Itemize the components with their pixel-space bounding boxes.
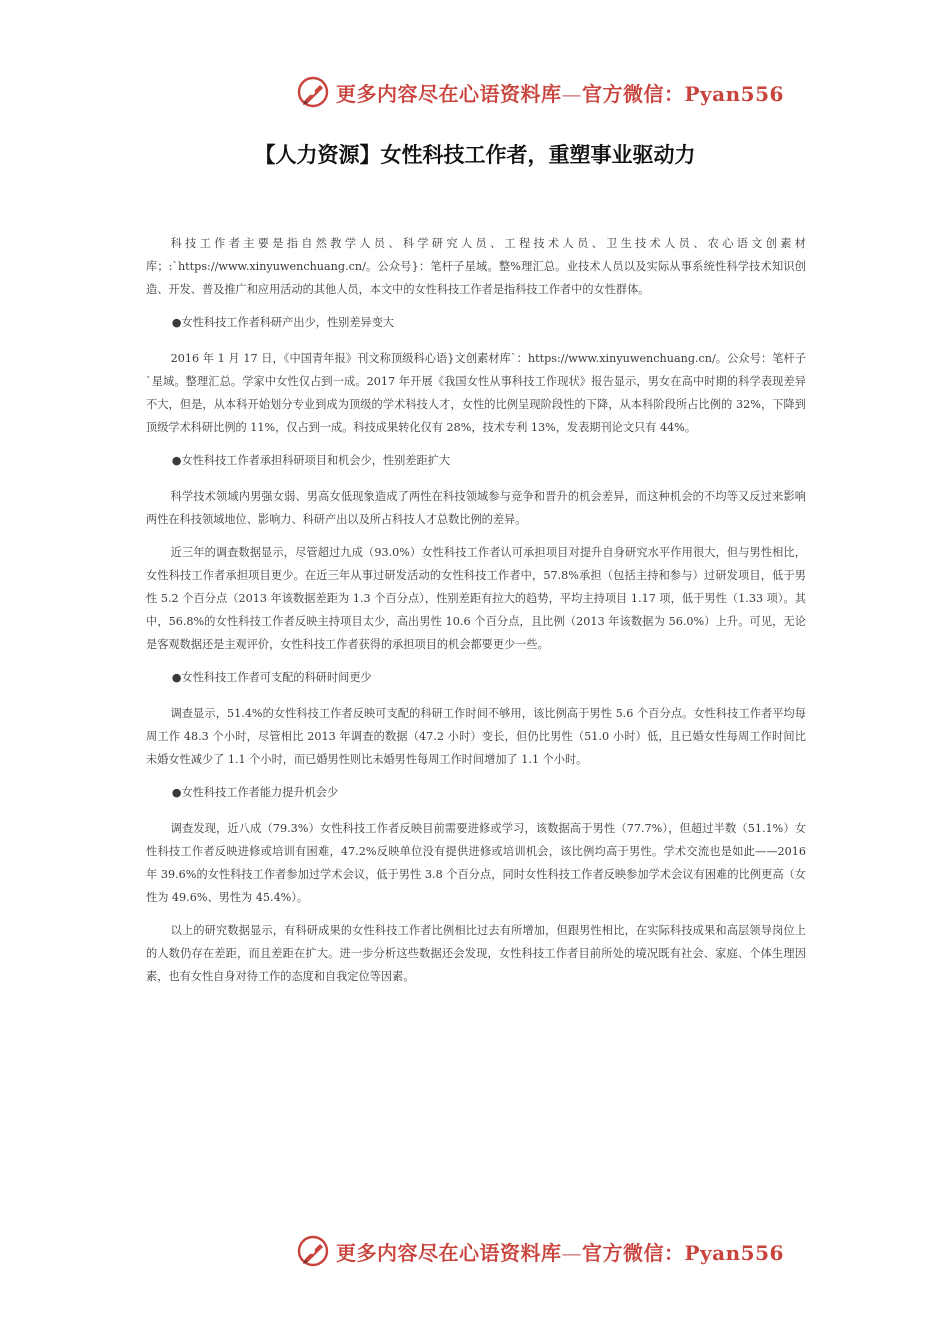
pen-circle-logo-icon <box>296 1234 330 1268</box>
banner-dash: — <box>561 1240 582 1265</box>
paragraph-time: 调查显示，51.4%的女性科技工作者反映可支配的科研工作时间不够用，该比例高于男性 5.6 个百分点。女性科技工作者平均每周工作 48.3 个小时，尽管相比 2013 年调查的数据（47.2 小时）变长，但仍比男性（51.0 小时）低，且已婚女性每周工作时间比未婚女性减少了 1.1 个小时，而已婚男性则比未婚男性每周工作时间增加了 1.1 个小时。 <box>146 707 806 766</box>
document-body <box>146 232 806 998</box>
paragraph-intro: 科技工作者主要是指自然教学人员、科学研究人员、工程技术人员、卫生技术人员、农心语文创素材库；:`https://www.xinyuwenchuang.cn/。公众号}：笔杆子星域。整%理汇总。业技术人员以及实际从事系统性科学技术知识创造、开发、普及推广和应用活动的其他人员，本文中的女性科技工作者是指科技工作者中的女性群体。 <box>146 237 806 296</box>
paragraph-conclusion: 以上的研究数据显示，有科研成果的女性科技工作者比例相比过去有所增加，但跟男性相比，在实际科技成果和高层领导岗位上的人数仍存在差距，而且差距在扩大。进一步分析这些数据还会发现，女性科技工作者目前所处的境况既有社会、家庭、个体生理因素，也有女性自身对待工作的态度和自我定位等因素。 <box>146 924 806 983</box>
banner-tail-text: 官方微信：Pyan556 <box>582 81 784 106</box>
paragraph-research-output: 2016 年 1 月 17 日，《中国青年报》刊文称顶级科心语}文创素材库`：https://www.xinyuwenchuang.cn/。公众号：笔杆子`星域。整理汇总。学家中女性仅占到一成。2017 年开展《我国女性从事科技工作现状》报告显示，男女在高中时期的科学表现差异不大，但是，从本科开始划分专业到成为顶级的学术科技人才，女性的比例呈现阶段性的下降，从本科阶段所占比例的 32%，下降到顶级学术科研比例的 11%，仅占到一成。科技成果转化仅有 28%，技术专利 13%，发表期刊论文只有 44%。 <box>146 352 806 434</box>
banner-text <box>336 78 784 107</box>
section-heading-training: ●女性科技工作者能力提升机会少 <box>171 786 339 799</box>
banner-main-text: 更多内容尽在心语资料库 <box>336 81 562 106</box>
paragraph-training: 调查发现，近八成（79.3%）女性科技工作者反映目前需要进修或学习，该数据高于男性（77.7%），但超过半数（51.1%）女性科技工作者反映进修或培训有困难，47.2%反映单位没有提供进修或培训机会，该比例均高于男性。学术交流也是如此——2016 年 39.6%的女性科技工作者参加过学术会议，低于男性 3.8 个百分点，同时女性科技工作者反映参加学术会议有困难的比例更高（女性为 49.6%、男性为 45.4%）。 <box>146 822 806 904</box>
section-heading-time: ●女性科技工作者可支配的科研时间更少 <box>171 671 372 684</box>
paragraph-projects-1: 科学技术领域内男强女弱、男高女低现象造成了两性在科技领域参与竞争和晋升的机会差异，而这种机会的不均等又反过来影响两性在科技领域地位、影响力、科研产出以及所占科技人才总数比例的差异。 <box>146 490 806 526</box>
header-banner <box>296 72 816 112</box>
footer-banner <box>296 1231 816 1271</box>
section-heading-research-output: ●女性科技工作者科研产出少，性别差异变大 <box>171 316 395 329</box>
document-title: 【人力资源】女性科技工作者，重塑事业驱动力 <box>254 143 696 167</box>
banner-tail-text: 官方微信：Pyan556 <box>582 1240 784 1265</box>
pen-circle-logo-icon <box>296 75 330 109</box>
paragraph-projects-2: 近三年的调查数据显示，尽管超过九成（93.0%）女性科技工作者认可承担项目对提升自身研究水平作用很大，但与男性相比，女性科技工作者承担项目更少。在近三年从事过研发活动的女性科技工作者中，57.8%承担（包括主持和参与）过研发项目，低于男性 5.2 个百分点（2013 年该数据差距为 1.3 个百分点），性别差距有拉大的趋势，平均主持项目 1.17 项，低于男性（1.33 项）。其中，56.8%的女性科技工作者反映主持项目太少，高出男性 10.6 个百分点，且比例（2013 年该数据为 56.0%）上升。可见，无论是客观数据还是主观评价，女性科技工作者获得的承担项目的机会都要更少一些。 <box>146 546 806 651</box>
section-heading-projects: ●女性科技工作者承担科研项目和机会少，性别差距扩大 <box>171 454 451 467</box>
banner-main-text: 更多内容尽在心语资料库 <box>336 1240 562 1265</box>
banner-text <box>336 1237 784 1266</box>
banner-dash: — <box>561 81 582 106</box>
